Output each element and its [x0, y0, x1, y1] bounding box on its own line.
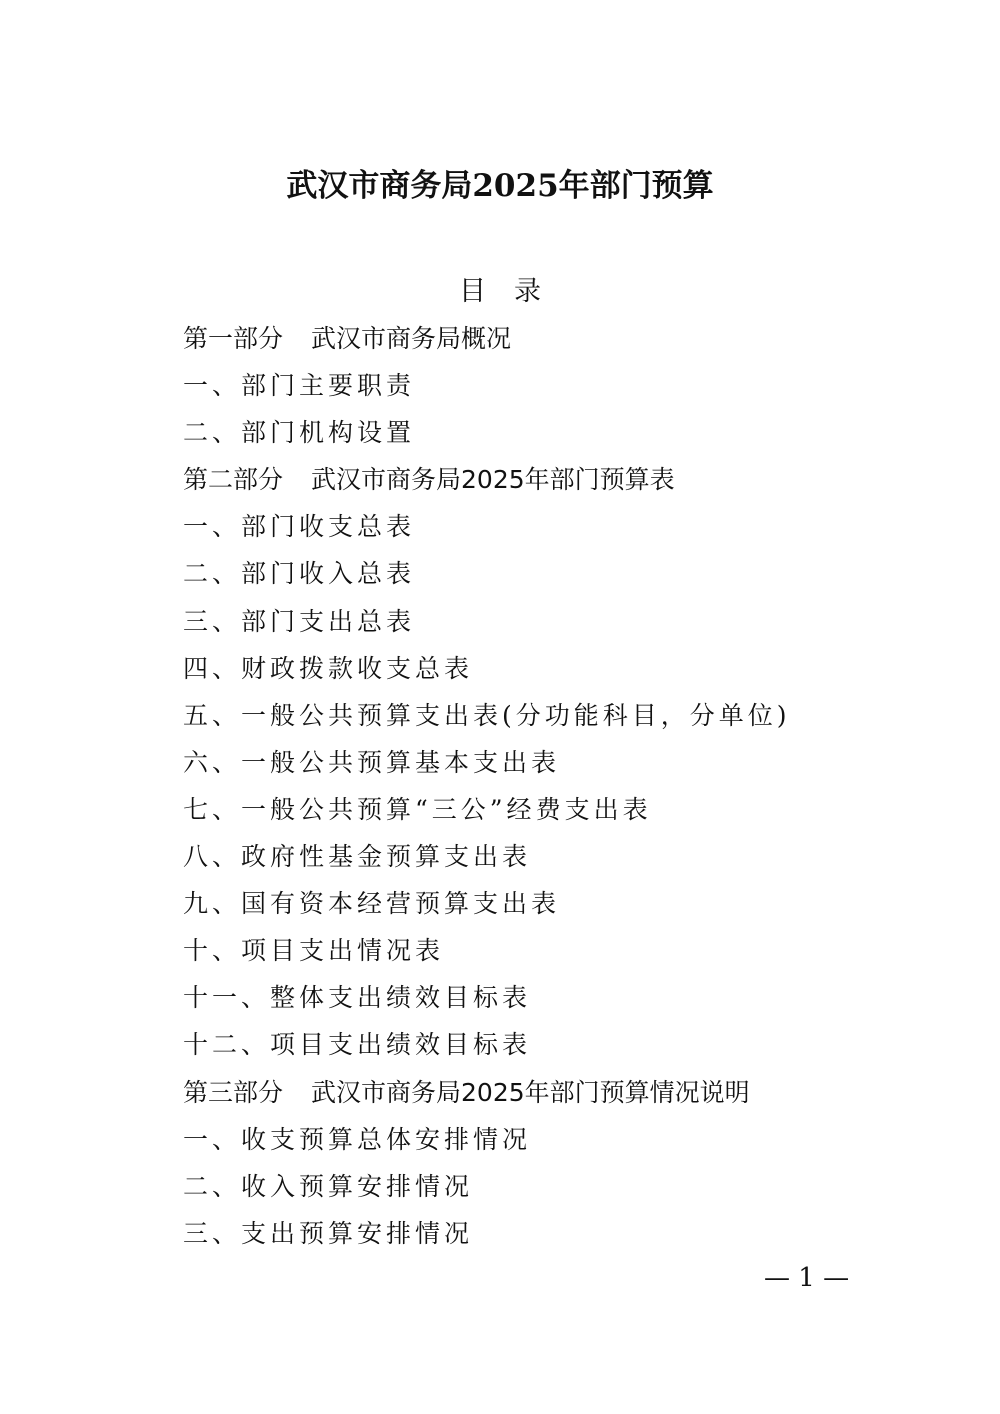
toc-entry: 十一、整体支出绩效目标表: [183, 983, 532, 1013]
toc-part-number: 第三部分: [183, 1077, 284, 1107]
toc-entry: 一、收支预算总体安排情况: [183, 1124, 532, 1154]
toc-entry: 八、政府性基金预算支出表: [183, 842, 532, 872]
toc-entry: 一、部门主要职责: [183, 371, 416, 401]
toc-entry: 七、一般公共预算“三公”经费支出表: [183, 794, 652, 824]
toc-part-title: 武汉市商务局概况: [311, 324, 512, 353]
toc-part-title: 武汉市商务局2025年部门预算情况说明: [311, 1077, 750, 1107]
toc-entry: 九、国有资本经营预算支出表: [183, 889, 561, 919]
toc-entry: 二、部门机构设置: [183, 418, 416, 448]
toc-entry: 三、支出预算安排情况: [183, 1218, 474, 1248]
toc-part-heading: [183, 459, 791, 506]
toc-entry: 二、部门收入总表: [183, 559, 416, 589]
toc-entry: 四、财政拨款收支总表: [183, 653, 474, 683]
toc-part-number: 第一部分: [183, 324, 284, 353]
toc-entry: 六、一般公共预算基本支出表: [183, 747, 561, 777]
document-title: 武汉市商务局2025年部门预算: [286, 168, 714, 204]
toc-heading-char: 目: [459, 276, 486, 307]
toc-part-heading: [183, 318, 791, 365]
page-number: — 1 —: [764, 1263, 850, 1293]
toc-part-heading: [183, 1072, 791, 1119]
toc-entry: 三、部门支出总表: [183, 606, 416, 636]
toc-part-title: 武汉市商务局2025年部门预算表: [311, 465, 675, 495]
toc-entry: 一、部门收支总表: [183, 512, 416, 542]
toc-part-number: 第二部分: [183, 465, 284, 495]
toc-heading: [0, 272, 1000, 312]
table-of-contents: [183, 318, 791, 1260]
toc-entry: 二、收入预算安排情况: [183, 1171, 474, 1201]
toc-heading-char: 录: [514, 276, 541, 307]
toc-entry: 十二、项目支出绩效目标表: [183, 1030, 532, 1060]
toc-entry: 十、项目支出情况表: [183, 936, 445, 966]
toc-entry: 五、一般公共预算支出表(分功能科目，分单位): [183, 700, 791, 730]
